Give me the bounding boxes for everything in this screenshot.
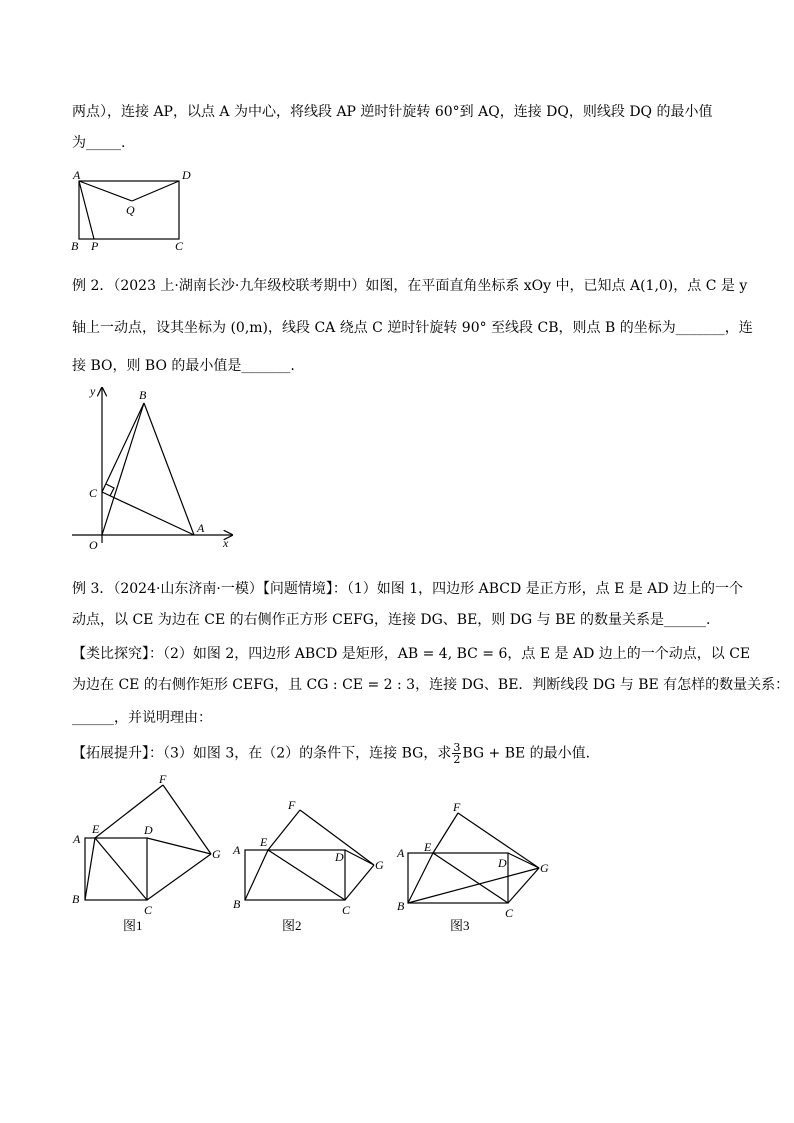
label-e: E	[424, 840, 432, 854]
label-b: B	[72, 892, 80, 906]
label-a: A	[73, 832, 81, 846]
figure-2	[230, 795, 390, 955]
label-f: F	[453, 800, 461, 814]
coordinate-figure	[82, 383, 257, 553]
figure-2-caption: 图2	[282, 918, 302, 933]
label-o: O	[89, 538, 98, 552]
paragraph-line-8: 【类比探究】：（2）如图 2，四边形 ABCD 是矩形，AB = 4, BC = 6，点 E 是 AD 边上的一个动点，以 CE	[72, 646, 751, 662]
label-c: C	[505, 906, 514, 920]
label-e: E	[92, 822, 100, 836]
label-f: F	[288, 798, 296, 812]
label-g: G	[212, 847, 221, 861]
figure-1-caption: 图1	[123, 918, 143, 933]
label-g: G	[375, 858, 384, 872]
label-d: D	[144, 823, 153, 837]
paragraph-line-2: 为_____.	[72, 135, 126, 151]
paragraph-line-10: ______，并说明理由：	[72, 710, 212, 726]
figure-3	[392, 795, 562, 955]
label-d: D	[335, 850, 344, 864]
extension-text-end: BG + BE 的最小值.	[462, 745, 591, 762]
label-b: B	[71, 239, 79, 253]
fraction	[452, 742, 461, 765]
label-f: F	[159, 772, 167, 786]
label-p: P	[91, 239, 99, 253]
paragraph-line-11	[72, 742, 590, 765]
label-g: G	[540, 861, 549, 875]
figure-3-caption: 图3	[450, 918, 470, 933]
paragraph-line-5: 接 BO，则 BO 的最小值是_______.	[72, 358, 295, 374]
rectangle-figure	[68, 168, 198, 253]
label-e: E	[260, 835, 268, 849]
fraction-numerator: 3	[453, 741, 461, 754]
label-c: C	[342, 903, 351, 917]
label-b: B	[233, 897, 241, 911]
paragraph-line-1: 两点），连接 AP，以点 A 为中心，将线段 AP 逆时针旋转 60°到 AQ，连接 DQ，则线段 DQ 的最小值	[72, 104, 713, 120]
axis-x-label: x	[223, 536, 229, 550]
label-b: B	[139, 388, 147, 402]
extension-text: 【拓展提升】：（3）如图 3，在（2）的条件下，连接 BG，求	[72, 745, 452, 762]
fraction-denominator: 2	[453, 753, 461, 766]
paragraph-line-9: 为边在 CE 的右侧作矩形 CEFG，且 CG : CE = 2 : 3，连接 DG、BE．判断线段 DG 与 BE 有怎样的数量关系：	[72, 677, 790, 693]
label-a: A	[197, 521, 205, 535]
label-a: A	[73, 168, 81, 182]
paragraph-line-6: 例 3．（2024·山东济南·一模）【问题情境】：（1）如图 1，四边形 ABCD 是正方形，点 E 是 AD 边上的一个	[72, 581, 743, 597]
figure-1	[68, 772, 228, 935]
label-c: C	[175, 239, 184, 253]
axis-y-label: y	[90, 384, 96, 398]
paragraph-line-3: 例 2．（2023 上·湖南长沙·九年级校联考期中）如图，在平面直角坐标系 xOy 中，已知点 A(1,0)，点 C 是 y	[72, 278, 748, 294]
label-a: A	[233, 843, 241, 857]
label-c: C	[144, 903, 153, 917]
label-b: B	[397, 899, 405, 913]
label-a: A	[397, 846, 405, 860]
paragraph-line-4: 轴上一动点，设其坐标为 (0,m)，线段 CA 绕点 C 逆时针旋转 90° 至线段 CB，则点 B 的坐标为_______，连	[72, 320, 753, 336]
label-d: D	[498, 856, 507, 870]
label-c: C	[89, 486, 98, 500]
paragraph-line-7: 动点，以 CE 为边在 CE 的右侧作正方形 CEFG，连接 DG、BE，则 DG 与 BE 的数量关系是______.	[72, 612, 711, 628]
label-d: D	[182, 168, 191, 182]
label-q: Q	[126, 203, 135, 217]
